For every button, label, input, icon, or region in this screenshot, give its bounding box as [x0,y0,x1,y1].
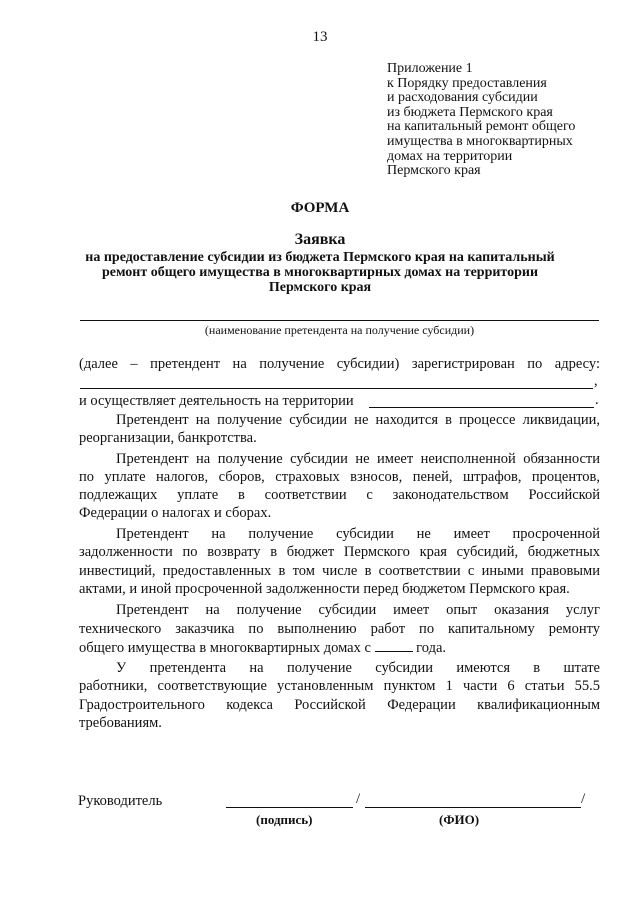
appendix-line: Пермского края [387,163,481,179]
territory-period: . [595,392,599,408]
paragraph-line [79,639,600,657]
paragraph-line: Федерации о налогах и сборах. [79,505,272,521]
registered-line: (далее – претендент на получение субсидии) зарегистрирован по адресу: [79,356,600,372]
paragraph-line: подлежащих уплате в соответствии с законодательством Российской [79,487,600,503]
full-name-field[interactable] [365,807,581,808]
appendix-note [387,62,575,179]
form-label: ФОРМА [290,200,350,216]
address-field[interactable] [80,388,593,389]
signature-slash: / [356,791,361,807]
applicant-name-field[interactable] [80,320,599,321]
subtitle-line: Пермского края [268,280,372,295]
appendix-line: к Порядку предоставления [387,75,547,91]
paragraph-line: Претендент на получение субсидии не имеет просроченной [116,526,600,542]
applicant-name-caption: (наименование претендента на получение субсидии) [204,323,475,337]
address-comma: , [594,373,598,389]
paragraph-line: Претендент на получение субсидии не имеет неисполненной обязанности [116,451,600,467]
document-title: Заявка [294,231,346,248]
territory-label: и осуществляет деятельность на территории [79,393,354,409]
appendix-line: имущества в многоквартирных [387,133,573,149]
appendix-line: и расходования субсидии [387,90,538,106]
full-name-caption: (ФИО) [439,812,480,827]
paragraph-line: требованиям. [79,715,162,731]
paragraph-line: задолженности по возврату в бюджет Пермского края субсидий, бюджетных [79,544,600,560]
paragraph-text: года. [416,640,447,656]
appendix-line: на капитальный ремонт общего [387,119,576,135]
paragraph-line: по уплате налогов, сборов, страховых взносов, пеней, штрафов, процентов, [79,469,600,485]
document-subtitle [80,250,560,295]
paragraph-line: Претендент на получение субсидии не находится в процессе ликвидации, [116,412,600,428]
subtitle-line: на предоставление субсидии из бюджета Пермского края на капитальный [85,250,555,265]
year-field[interactable] [375,639,413,652]
signature-field[interactable] [226,807,353,808]
paragraph-line: реорганизации, банкротства. [79,430,257,446]
paragraph-line: У претендента на получение субсидии имеются в штате [116,660,600,676]
territory-field[interactable] [369,407,594,408]
signature-caption: (подпись) [256,812,313,827]
full-name-slash: / [581,791,586,807]
appendix-line: Приложение 1 [387,61,473,76]
paragraph-line: актами, и иной просроченной задолженности перед бюджетом Пермского края. [79,581,570,597]
paragraph-line: Претендент на получение субсидии имеет опыт оказания услуг [116,602,600,618]
appendix-line: из бюджета Пермского края [387,104,553,120]
appendix-line: домах на территории [387,148,513,164]
paragraph-line: работники, соответствующие установленным пунктом 1 части 6 статьи 55.5 [79,678,600,694]
paragraph-text: общего имущества в многоквартирных домах с [79,640,371,656]
subtitle-line: ремонт общего имущества в многоквартирных домах на территории [101,265,539,280]
paragraph-line: технического заказчика по выполнению работ по капитальному ремонту [79,621,600,637]
head-signature-label: Руководитель [78,793,163,809]
paragraph-line: Градостроительного кодекса Российской Федерации квалификационным [79,697,600,713]
paragraph-line: инвестиций, предоставленных в том числе в соответствии с иными правовыми [79,563,600,579]
page-number: 13 [312,29,328,45]
